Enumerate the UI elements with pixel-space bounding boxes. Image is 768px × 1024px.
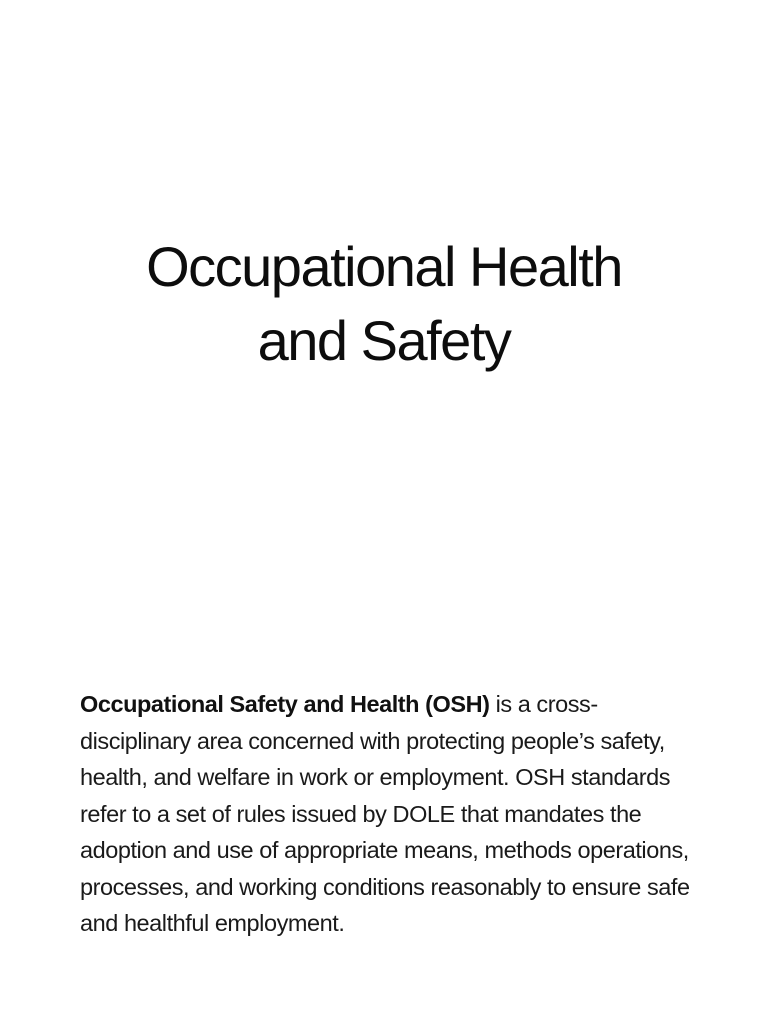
- paragraph-line-7: and healthful employment.: [80, 910, 345, 936]
- paragraph-line-4: refer to a set of rules issued by DOLE that mandates the: [80, 800, 642, 827]
- paragraph-line-2: disciplinary area concerned with protecting people’s safety,: [80, 727, 665, 754]
- title-line-2: and Safety: [257, 308, 511, 372]
- defined-term: Occupational Safety and Health (OSH): [80, 691, 490, 717]
- term-continuation: is a cross-: [489, 691, 598, 717]
- paragraph-line-5: adoption and use of appropriate means, methods operations,: [80, 837, 689, 863]
- definition-paragraph: [80, 686, 730, 942]
- title-line-1: Occupational Health: [146, 234, 622, 298]
- paragraph-line-1: [80, 686, 730, 723]
- paragraph-line-6: processes, and working conditions reasonably to ensure safe: [80, 873, 690, 900]
- paragraph-line-3: health, and welfare in work or employment. OSH standards: [80, 764, 671, 790]
- page-title: [84, 230, 684, 378]
